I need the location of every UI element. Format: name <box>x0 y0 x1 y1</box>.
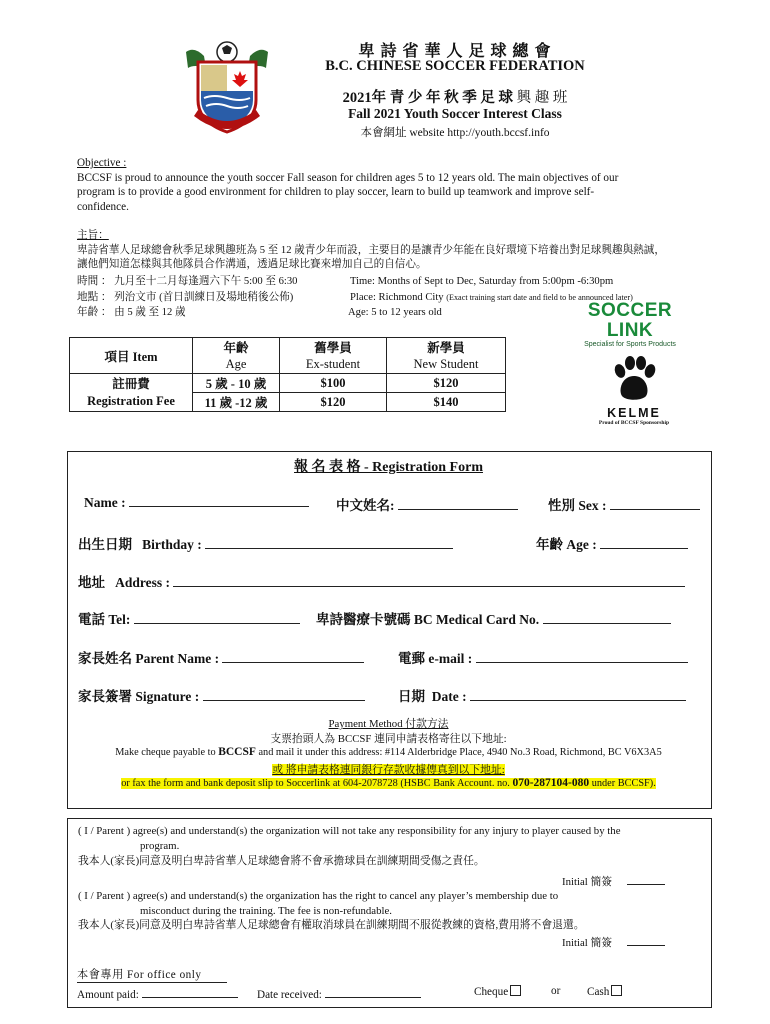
title-english: B.C. CHINESE SOCCER FEDERATION <box>325 58 585 74</box>
date-received-field[interactable] <box>257 985 421 1001</box>
objective-line: confidence. <box>77 200 129 213</box>
amount-paid-field[interactable] <box>77 985 238 1001</box>
tel-input[interactable] <box>134 611 300 624</box>
soccerlink-name: SOCCER LINK <box>587 300 673 341</box>
bccsf-logo <box>184 38 270 136</box>
table-cell: $140 <box>387 393 506 412</box>
signature-label: 家長簽署 Signature : <box>78 689 200 704</box>
place-note: (Exact training start date and field to be announced later) <box>446 293 633 302</box>
chinese-name-input[interactable] <box>398 497 518 510</box>
table-cell: 5 歲 - 10 歲 <box>193 374 280 393</box>
purpose-section <box>77 229 737 273</box>
fax-note-zh: 或 將申請表格連同銀行存款收據傳真到以下地址: <box>272 764 505 776</box>
subtitle-year: 2021 <box>342 90 372 106</box>
term-1-zh: 我本人(家長)同意及明白卑詩省華人足球總會將不會承擔球員在訓練期間受傷之責任。 <box>78 855 485 867</box>
cash-label: Cash <box>587 986 610 998</box>
payment-fax-en <box>67 777 710 789</box>
date-input[interactable] <box>470 688 686 701</box>
signature-input[interactable] <box>203 688 365 701</box>
sex-input[interactable] <box>610 497 700 510</box>
email-label: 電郵 e-mail : <box>398 651 473 666</box>
payment-en-pre: Make cheque payable to <box>115 747 219 758</box>
initial-2-field[interactable] <box>78 933 710 951</box>
bank-account: 070-287104-080 <box>512 777 590 789</box>
ex-header-en: Ex-student <box>280 356 387 374</box>
reg-fee-en: Registration Fee <box>70 393 193 412</box>
amount-paid-input[interactable] <box>142 985 238 998</box>
age-label: 年齡 Age : <box>536 537 597 552</box>
subtitle-light: 興 趣 班 <box>516 90 568 106</box>
objective-label: Objective : <box>77 157 127 169</box>
payment-line-en <box>67 746 710 758</box>
purpose-line: 讓他們知道怎樣與其他隊員合作溝通，透過足球比賽來增加自己的自信心。 <box>77 259 427 270</box>
cheque-label: Cheque <box>474 986 509 998</box>
cheque-checkbox[interactable] <box>510 985 521 996</box>
initial-2-input[interactable] <box>627 933 665 946</box>
parent-name-input[interactable] <box>222 650 364 663</box>
table-cell: $120 <box>280 393 387 412</box>
initial-2-label: Initial 簡簽 <box>562 936 613 949</box>
initial-1-field[interactable] <box>78 872 710 890</box>
terms-section <box>78 824 710 950</box>
age-input[interactable] <box>600 536 688 549</box>
parent-name-field[interactable] <box>78 647 364 667</box>
soccerlink-logo <box>575 301 685 348</box>
address-label: 地址 Address : <box>78 575 171 590</box>
payment-address: and mail it under this address: #114 Alderbridge Place, 4940 No.3 Road, Richmond, BC V6X3A5 <box>255 747 662 758</box>
term-2-zh: 我本人(家長)同意及明白卑詩省華人足球總會有權取消球員在訓練期間不服從教練的資格,費用將不會退還。 <box>78 919 585 931</box>
date-field[interactable] <box>398 685 686 705</box>
medical-card-input[interactable] <box>543 611 671 624</box>
cheque-option[interactable] <box>474 985 521 998</box>
subtitle-bold: 年 青 少 年 秋 季 足 球 <box>371 90 513 106</box>
or-text: or <box>551 985 561 997</box>
sex-field[interactable] <box>548 494 700 514</box>
time-zh: 時間 ： 九月至十二月每逢週六下午 5:00 至 6:30 <box>77 276 298 287</box>
sex-label: 性別 Sex : <box>548 498 607 513</box>
subtitle-english: Fall 2021 Youth Soccer Interest Class <box>348 106 562 121</box>
table-cell: $120 <box>387 374 506 393</box>
place-en-text: Place: Richmond City <box>350 292 444 303</box>
age-field[interactable] <box>536 533 688 553</box>
age-header-zh: 年齡 <box>193 338 280 357</box>
parent-name-label: 家長姓名 Parent Name : <box>78 651 220 666</box>
table-cell: $100 <box>280 374 387 393</box>
name-input[interactable] <box>129 494 309 507</box>
new-header-zh: 新學員 <box>387 338 506 357</box>
paw-icon <box>612 356 656 402</box>
birthday-label: 出生日期 Birthday : <box>78 537 202 552</box>
term-2-en: ( I / Parent ) agree(s) and understand(s) the organization has the right to cancel any player’s membership due to <box>78 890 559 902</box>
objective-section <box>77 156 717 214</box>
address-input[interactable] <box>173 574 685 587</box>
ex-header-zh: 舊學員 <box>280 338 387 357</box>
office-only-label: 本會專用 For office only <box>77 966 227 983</box>
soccerlink-tagline: Specialist for Sports Products <box>584 341 676 348</box>
name-field[interactable] <box>84 494 309 511</box>
kelme-name: KELME <box>607 406 661 420</box>
fax-note-en: or fax the form and bank deposit slip to Soccerlink at 604-2078728 (HSBC Bank Account. no. <box>121 778 513 789</box>
initial-1-label: Initial 簡簽 <box>562 875 613 888</box>
reg-fee-zh: 註冊費 <box>70 374 193 393</box>
term-1-en-cont: program. <box>140 839 180 852</box>
age-zh: 年齡 ： 由 5 歲 至 12 歲 <box>77 307 186 318</box>
tel-field[interactable] <box>78 608 300 628</box>
payment-fax-zh <box>67 762 710 777</box>
term-2-en-cont: misconduct during the training. The fee is non-refundable. <box>140 904 392 917</box>
payment-payee: BCCSF <box>218 746 256 758</box>
fax-note-end: under BCCSF). <box>589 778 656 789</box>
kelme-tagline: Proud of BCCSF Sponsorship <box>598 420 670 426</box>
objective-line: program is to provide a good environment for children to play soccer, learn to build up teamwork and improve self- <box>77 186 595 198</box>
medical-card-field[interactable] <box>316 608 671 628</box>
email-field[interactable] <box>398 647 688 667</box>
age-en: Age: 5 to 12 years old <box>348 307 442 318</box>
name-label: Name : <box>84 495 126 510</box>
subtitle-chinese <box>290 86 620 107</box>
tel-label: 電話 Tel: <box>78 612 131 627</box>
date-label: 日期 Date : <box>398 689 467 704</box>
address-field[interactable] <box>78 571 685 591</box>
chinese-name-label: 中文姓名: <box>336 498 395 513</box>
new-header-en: New Student <box>387 356 506 374</box>
objective-line: BCCSF is proud to announce the youth soccer Fall season for children ages 5 to 12 years old. The main objectives of our <box>77 171 619 184</box>
email-input[interactable] <box>476 650 688 663</box>
payment-line-zh: 支票抬頭人為 BCCSF 連同申請表格寄往以下地址: <box>270 733 507 745</box>
website: 本會網址 website http://youth.bccsf.info <box>360 127 550 139</box>
table-cell: 11 歲 -12 歲 <box>193 393 280 412</box>
place-zh: 地點 ： 列治文市 (首日訓練日及場地稍後公佈) <box>77 292 294 303</box>
purpose-label: 主旨： <box>77 230 109 241</box>
payment-title: Payment Method 付款方法 <box>328 718 449 730</box>
purpose-line: 卑詩省華人足球總會秋季足球興趣班為 5 至 12 歲青少年而設，主要目的是讓青少年能在良好環境下培養出對足球興趣與熱誠， <box>77 244 665 256</box>
cash-option[interactable] <box>587 985 622 998</box>
birthday-field[interactable] <box>78 533 453 553</box>
item-header: 項目 Item <box>70 338 193 374</box>
kelme-logo <box>588 356 680 426</box>
amount-paid-label: Amount paid: <box>77 989 139 1001</box>
chinese-name-field[interactable] <box>336 494 518 514</box>
signature-field[interactable] <box>78 685 365 705</box>
term-1-en: ( I / Parent ) agree(s) and understand(s) the organization will not take any responsibility for any injury to player caused by the <box>78 825 621 837</box>
age-header-en: Age <box>193 356 280 374</box>
medical-card-label: 卑詩醫療卡號碼 BC Medical Card No. <box>316 612 540 627</box>
title-chinese: 卑 詩 省 華 人 足 球 總 會 <box>358 43 552 60</box>
fee-table <box>69 337 506 412</box>
date-received-label: Date received: <box>257 989 322 1001</box>
birthday-input[interactable] <box>205 536 453 549</box>
form-title: 報 名 表 格 - Registration Form <box>294 460 483 475</box>
time-en: Time: Months of Sept to Dec, Saturday from 5:00pm -6:30pm <box>350 276 614 287</box>
initial-1-input[interactable] <box>627 872 665 885</box>
date-received-input[interactable] <box>325 985 421 998</box>
cash-checkbox[interactable] <box>611 985 622 996</box>
